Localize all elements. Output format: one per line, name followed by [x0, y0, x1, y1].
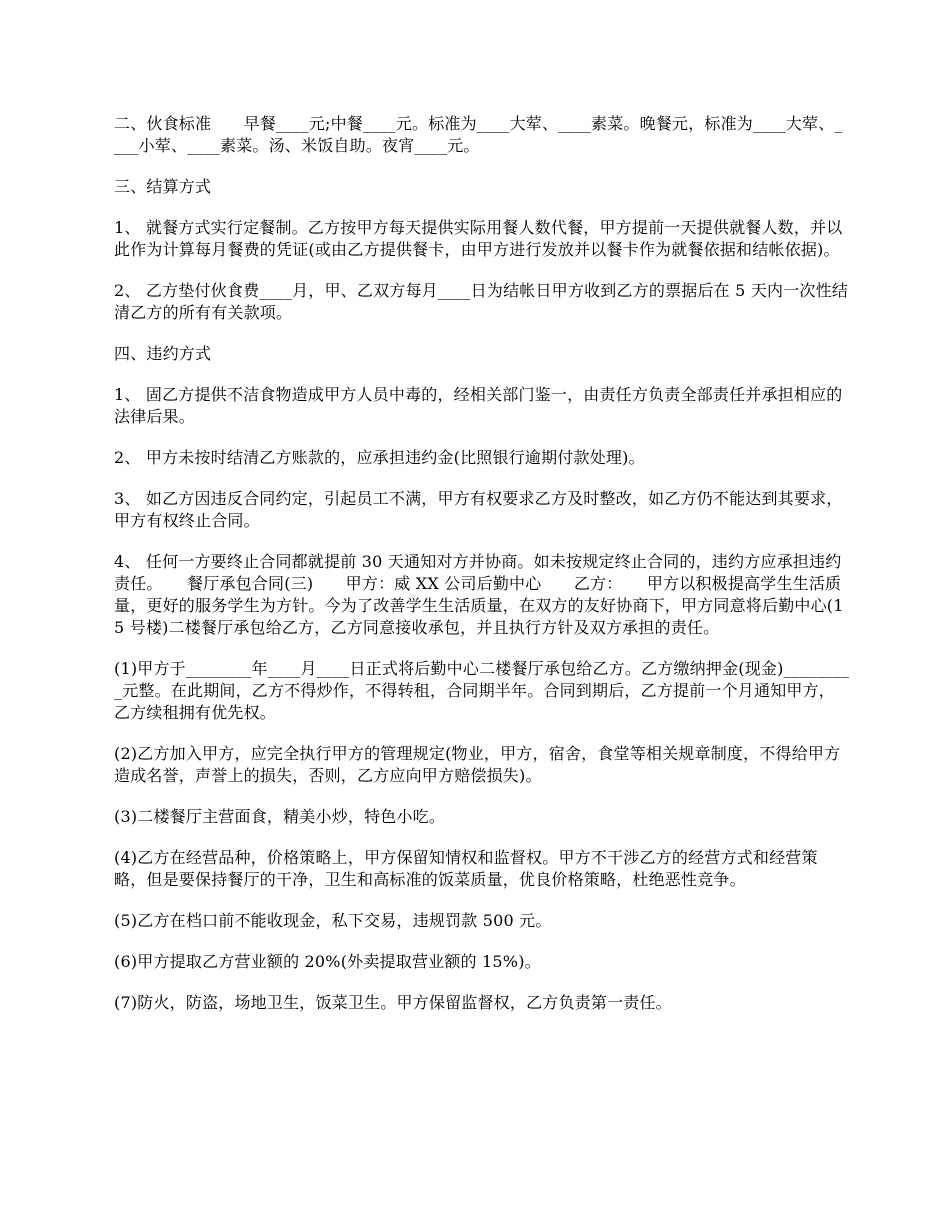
- paragraph-clause-1: (1)甲方于________年____月____日正式将后勤中心二楼餐厅承包给乙方。乙方缴纳押金(现金)_________元整。在此期间，乙方不得炒作，不得转租，合同期半年。合同到期后，乙方提前一个月通知甲方，乙方续租拥有优先权。: [114, 659, 850, 722]
- document-body: [114, 113, 850, 1033]
- paragraph-settlement-2: 2、 乙方垫付伙食费____月，甲、乙双方每月____日为结帐日甲方收到乙方的票据后在 5 天内一次性结清乙方的所有有关款项。: [114, 281, 849, 322]
- paragraph-clause-5: (5)乙方在档口前不能收现金，私下交易，违规罚款 500 元。: [114, 911, 552, 930]
- paragraph-clause-4: (4)乙方在经营品种，价格策略上，甲方保留知情权和监督权。甲方不干涉乙方的经营方式和经营策略，但是要保持餐厅的干净，卫生和高标准的饭菜质量，优良价格策略，杜绝恶性竞争。: [114, 848, 818, 889]
- heading-settlement-method: 三、结算方式: [114, 177, 212, 196]
- paragraph-clause-7: (7)防火，防盗，场地卫生，饭菜卫生。甲方保留监督权，乙方负责第一责任。: [114, 993, 672, 1012]
- paragraph-clause-2: (2)乙方加入甲方，应完全执行甲方的管理规定(物业，甲方，宿舍，食堂等相关规章制度，不得给甲方造成名誉，声誉上的损失，否则，乙方应向甲方赔偿损失)。: [114, 744, 841, 785]
- paragraph-clause-6: (6)甲方提取乙方营业额的 20%(外卖提取营业额的 15%)。: [114, 952, 541, 971]
- paragraph-meal-standard: 二、伙食标准 早餐____元;中餐____元。标准为____大荤、____素菜。晚餐元，标准为____大荤、____小荤、____素菜。汤、米饭自助。夜宵____元。: [114, 114, 843, 155]
- paragraph-breach-2: 2、 甲方未按时结清乙方账款的，应承担违约金(比照银行逾期付款处理)。: [114, 448, 645, 467]
- paragraph-breach-3: 3、 如乙方因违反合同约定，引起员工不满，甲方有权要求乙方及时整改，如乙方仍不能达到其要求，甲方有权终止合同。: [114, 489, 843, 530]
- paragraph-settlement-1: 1、 就餐方式实行定餐制。乙方按甲方每天提供实际用餐人数代餐，甲方提前一天提供就餐人数，并以此作为计算每月餐费的凭证(或由乙方提供餐卡，由甲方进行发放并以餐卡作为就餐依据和结帐依据)。: [114, 218, 843, 259]
- paragraph-clause-3: (3)二楼餐厅主营面食，精美小炒，特色小吃。: [114, 807, 446, 826]
- paragraph-breach-4-contract-3: 4、 任何一方要终止合同都就提前 30 天通知对方并协商。如未按规定终止合同的，违约方应承担违约责任。 餐厅承包合同(三) 甲方：威 XX 公司后勤中心 乙方： 甲方以积极提高学生生活质量，更好的服务学生为方针。今为了改善学生生活质量，在双方的友好协商下，甲方同意将后勤中心(15 号楼)二楼餐厅承包给乙方，乙方同意接收承包，并且执行方针及双方承担的责任。: [114, 552, 844, 637]
- heading-breach-method: 四、违约方式: [114, 344, 212, 363]
- paragraph-breach-1: 1、 固乙方提供不洁食物造成甲方人员中毒的，经相关部门鉴一，由责任方负责全部责任并承担相应的法律后果。: [114, 385, 843, 426]
